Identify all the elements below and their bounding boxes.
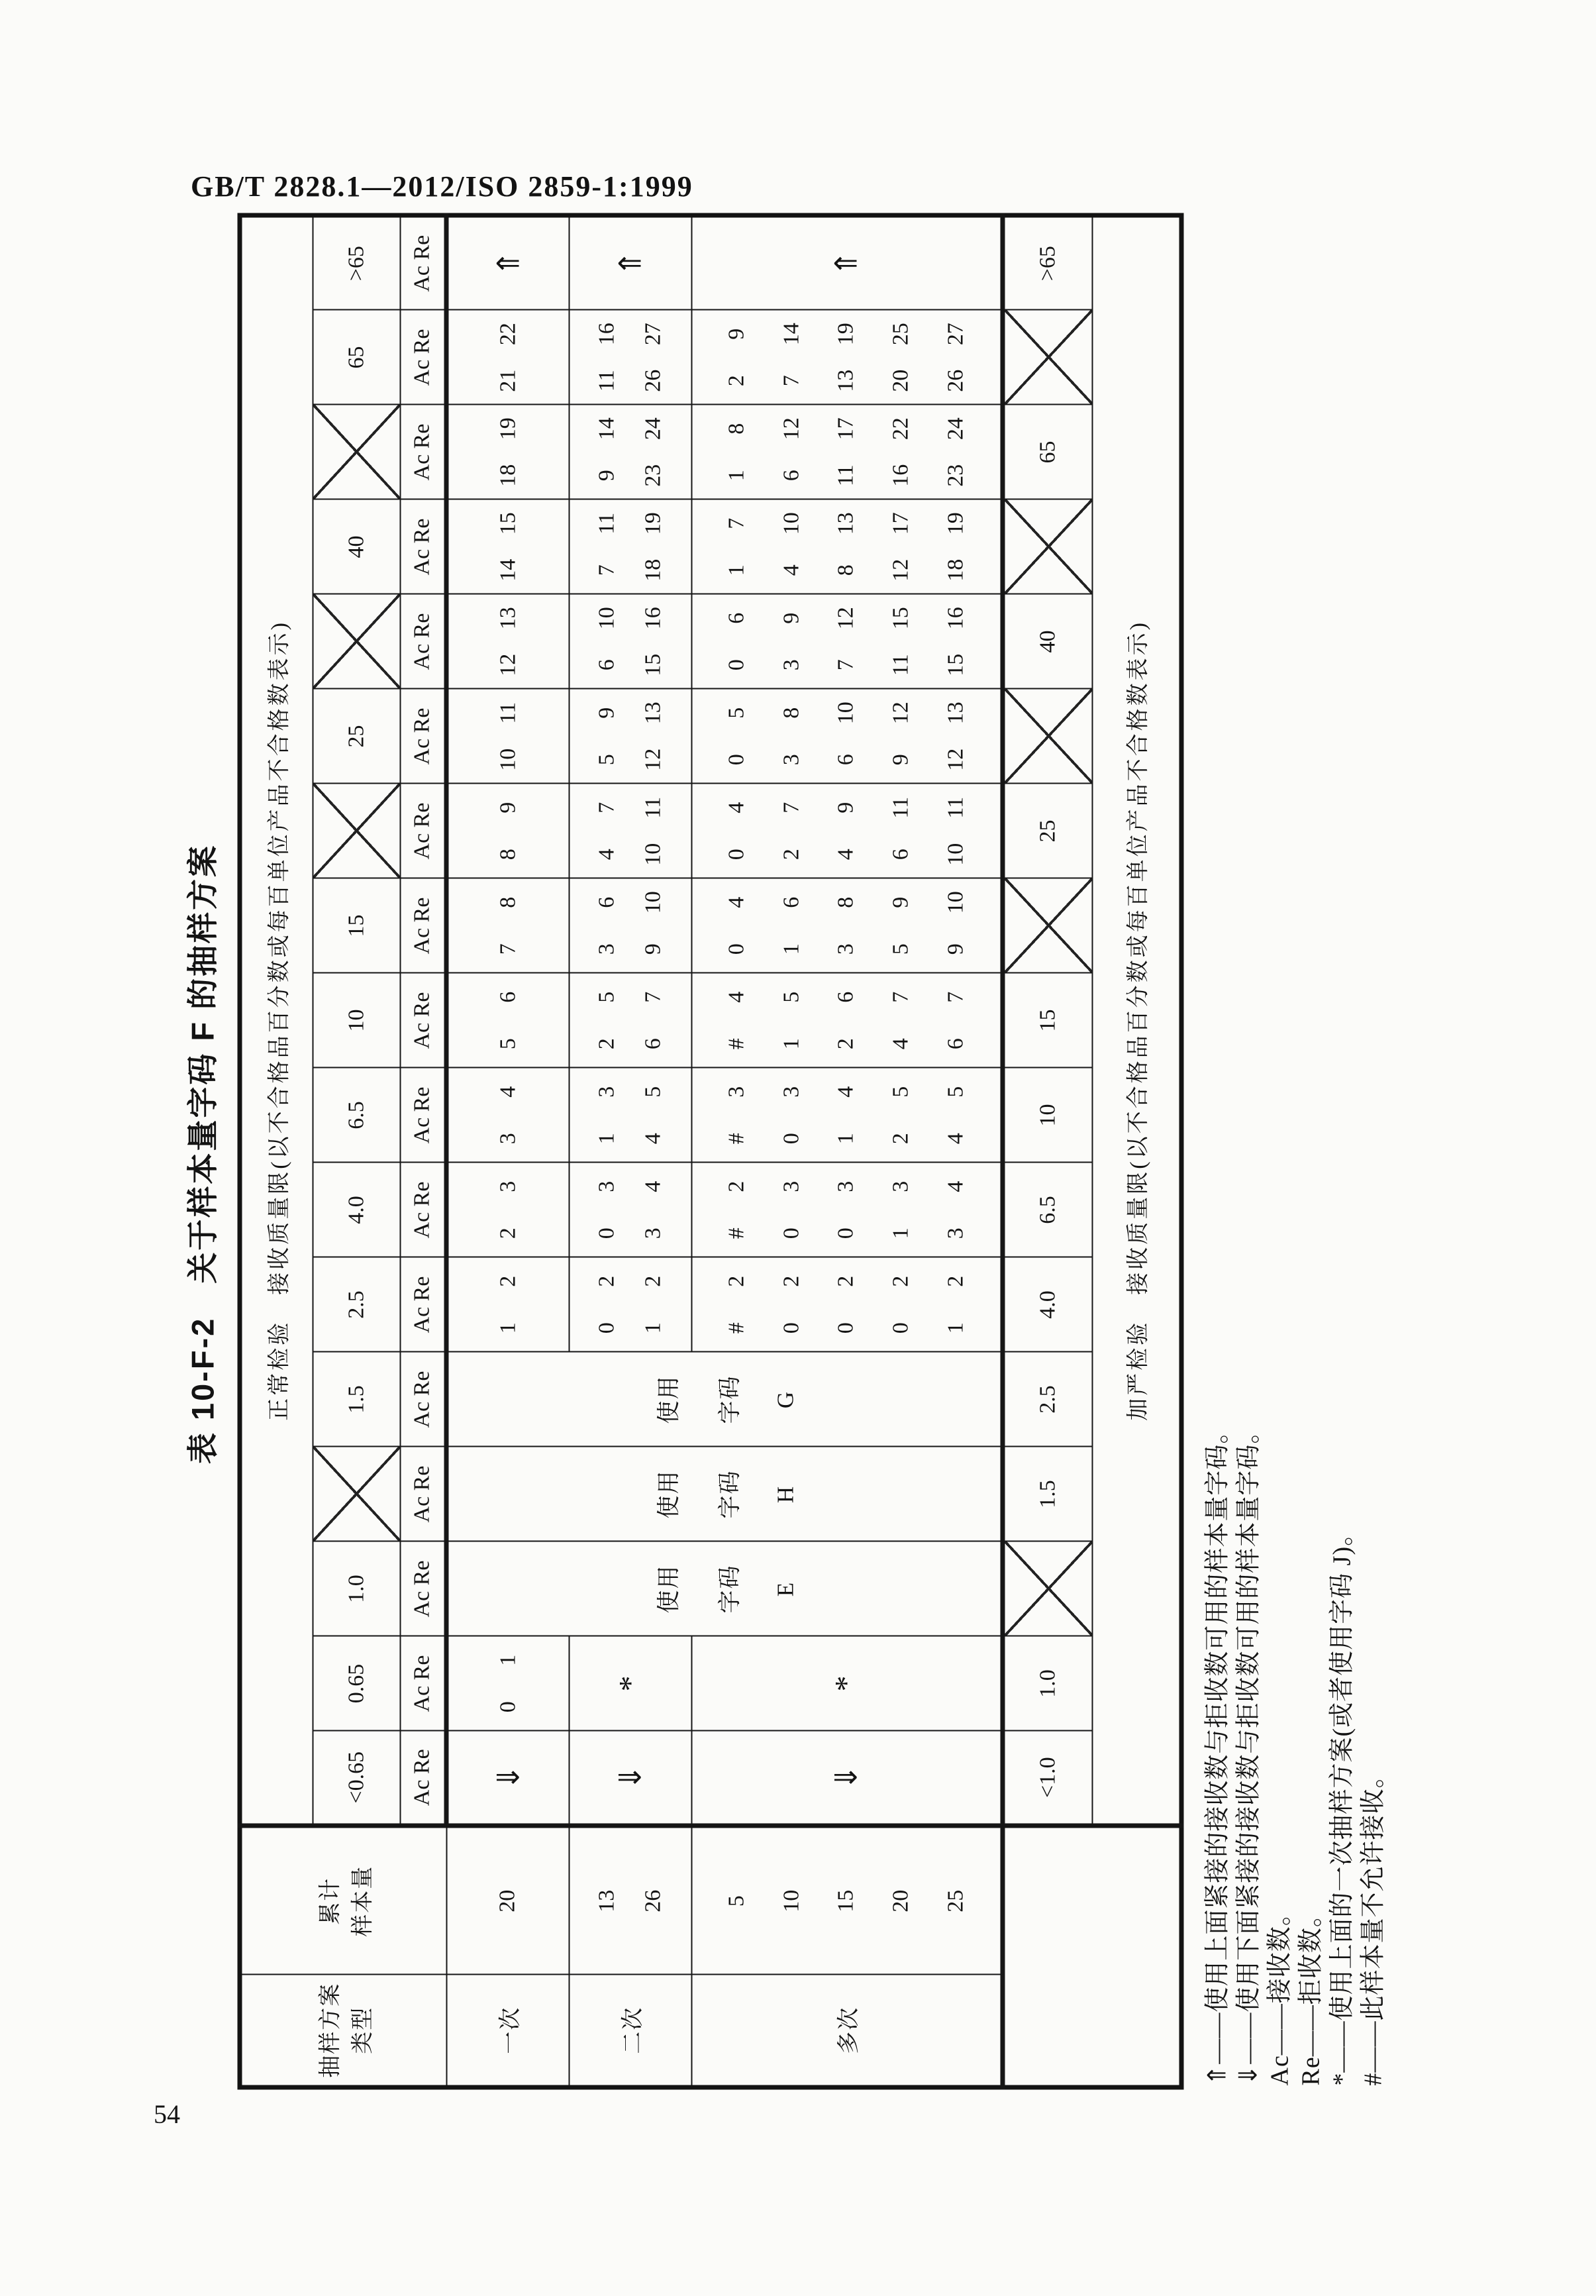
arrow-up-icon: ⇑ bbox=[828, 250, 864, 276]
ac-re-header-cell: Ac Re bbox=[400, 1636, 446, 1731]
aql-crossed-cell bbox=[1003, 499, 1092, 594]
ac-re-header-cell: Ac Re bbox=[400, 405, 446, 499]
ac-re-data-cell: # 4 1 5 2 6 4 7 6 7 bbox=[691, 973, 1003, 1068]
aql-tightened-cell: 40 bbox=[1003, 594, 1092, 689]
aql-normal-cell: 4.0 bbox=[313, 1163, 400, 1257]
arrow-up-cell bbox=[691, 215, 1003, 310]
aql-normal-cell: 1.5 bbox=[313, 1352, 400, 1447]
sampling-plan-table bbox=[238, 213, 1184, 2089]
aql-crossed-cell bbox=[1003, 689, 1092, 784]
table-title: 表 10-F-2 关于样本量字码 F 的抽样方案 bbox=[185, 843, 221, 1465]
aql-crossed-cell bbox=[1003, 310, 1092, 405]
ac-re-data-cell: 9 14 23 24 bbox=[569, 405, 691, 499]
footnote-line: Re——拒收数。 bbox=[1297, 1901, 1325, 2086]
ac-re-header-cell: Ac Re bbox=[400, 973, 446, 1068]
ac-re-data-cell: 2 9 7 14 13 19 20 25 26 27 bbox=[691, 310, 1003, 405]
aql-tightened-cell: <1.0 bbox=[1003, 1731, 1092, 1826]
ac-re-data-cell: 4 7 10 11 bbox=[569, 784, 691, 878]
rotated-table-block bbox=[179, 219, 1391, 2090]
cumulative-sample-size-cell: 5 10 15 20 25 bbox=[691, 1826, 1003, 1975]
ac-re-data-cell: 0 4 2 7 4 9 6 11 10 11 bbox=[691, 784, 1003, 878]
aql-normal-cell: 65 bbox=[313, 310, 400, 405]
footnote-line: ⇓——使用下面紧接的接收数与拒收数可用的样本量字码。 bbox=[1234, 1418, 1263, 2086]
ac-re-data-cell: 1 2 bbox=[446, 1257, 569, 1352]
ac-re-header-cell: Ac Re bbox=[400, 1541, 446, 1636]
ac-re-data-cell: 11 16 26 27 bbox=[569, 310, 691, 405]
aql-crossed-cell bbox=[1003, 878, 1092, 973]
ac-re-header-cell: Ac Re bbox=[400, 878, 446, 973]
ac-re-data-cell: 7 8 bbox=[446, 878, 569, 973]
aql-normal-cell: 40 bbox=[313, 499, 400, 594]
aql-normal-cell: <0.65 bbox=[313, 1731, 400, 1826]
tightened-inspection-header: 加严检验 接收质量限(以不合格品百分数或每百单位产品不合格数表示) bbox=[1092, 215, 1181, 1826]
aql-crossed-cell bbox=[313, 405, 400, 499]
footnote-line: #——此样本量不允许接收。 bbox=[1359, 1762, 1387, 2086]
arrow-down-icon: ⇓ bbox=[828, 1764, 864, 1791]
arrow-down-cell bbox=[691, 1731, 1003, 1826]
aql-normal-cell: 25 bbox=[313, 689, 400, 784]
ac-re-header-cell: Ac Re bbox=[400, 689, 446, 784]
aql-tightened-cell: >65 bbox=[1003, 215, 1092, 310]
normal-inspection-header: 正常检验 接收质量限(以不合格品百分数或每百单位产品不合格数表示) bbox=[240, 215, 313, 1826]
ac-re-data-cell: 21 22 bbox=[446, 310, 569, 405]
ac-re-header-cell: Ac Re bbox=[400, 1068, 446, 1163]
ac-re-data-cell: 10 11 bbox=[446, 689, 569, 784]
arrow-down-icon: ⇓ bbox=[490, 1764, 526, 1791]
use-code-cell: 使用 字码 H bbox=[446, 1447, 1003, 1541]
ac-re-data-cell: 0 4 1 6 3 8 5 9 9 10 bbox=[691, 878, 1003, 973]
sampling-plan-table-container bbox=[238, 219, 1184, 2090]
ac-re-data-cell: 0 2 1 2 bbox=[569, 1257, 691, 1352]
ac-re-data-cell: 18 19 bbox=[446, 405, 569, 499]
arrow-up-cell bbox=[446, 215, 569, 310]
star-cell bbox=[691, 1636, 1003, 1731]
ac-re-header-cell: Ac Re bbox=[400, 499, 446, 594]
ac-re-data-cell: 0 3 3 4 bbox=[569, 1163, 691, 1257]
arrow-up-icon: ⇑ bbox=[612, 250, 648, 276]
aql-normal-cell: 1.0 bbox=[313, 1541, 400, 1636]
ac-re-header-cell: Ac Re bbox=[400, 1352, 446, 1447]
footnote-line: ⇑——使用上面紧接的接收数与拒收数可用的样本量字码。 bbox=[1203, 1418, 1232, 2086]
ac-re-header-cell: Ac Re bbox=[400, 1257, 446, 1352]
cumulative-sample-size-cell: 20 bbox=[446, 1826, 569, 1975]
aql-normal-cell: >65 bbox=[313, 215, 400, 310]
aql-normal-cell: 10 bbox=[313, 973, 400, 1068]
use-code-cell: 使用 字码 E bbox=[446, 1541, 1003, 1636]
plan-type-header: 抽样方案 类型 bbox=[240, 1975, 446, 2087]
ac-re-data-cell: 5 6 bbox=[446, 973, 569, 1068]
ac-re-data-cell: 0 6 3 9 7 12 11 15 15 16 bbox=[691, 594, 1003, 689]
aql-tightened-cell: 25 bbox=[1003, 784, 1092, 878]
arrow-up-icon: ⇑ bbox=[490, 250, 526, 276]
aql-normal-cell: 0.65 bbox=[313, 1636, 400, 1731]
cumulative-sample-size-header: 累计 样本量 bbox=[240, 1826, 446, 1975]
aql-tightened-cell: 10 bbox=[1003, 1068, 1092, 1163]
aql-normal-cell: 2.5 bbox=[313, 1257, 400, 1352]
ac-re-data-cell: 1 8 6 12 11 17 16 22 23 24 bbox=[691, 405, 1003, 499]
ac-re-data-cell: 0 1 bbox=[446, 1636, 569, 1731]
standard-code-header: GB/T 2828.1—2012/ISO 2859-1:1999 bbox=[191, 170, 693, 203]
star-cell bbox=[569, 1636, 691, 1731]
ac-re-header-cell: Ac Re bbox=[400, 784, 446, 878]
aql-normal-cell: 6.5 bbox=[313, 1068, 400, 1163]
aql-tightened-cell: 1.0 bbox=[1003, 1636, 1092, 1731]
ac-re-data-cell: 6 10 15 16 bbox=[569, 594, 691, 689]
asterisk-icon: * bbox=[613, 1675, 648, 1692]
row-label-1: 一次 bbox=[446, 1975, 569, 2087]
cumulative-sample-size-cell: 13 26 bbox=[569, 1826, 691, 1975]
aql-crossed-cell bbox=[1003, 1541, 1092, 1636]
aql-crossed-cell bbox=[313, 1447, 400, 1541]
ac-re-header-cell: Ac Re bbox=[400, 310, 446, 405]
ac-re-header-cell: Ac Re bbox=[400, 1731, 446, 1826]
aql-tightened-cell: 15 bbox=[1003, 973, 1092, 1068]
asterisk-icon: * bbox=[828, 1675, 864, 1692]
ac-re-data-cell: # 2 0 2 0 2 0 2 1 2 bbox=[691, 1257, 1003, 1352]
row-label-3: 多次 bbox=[691, 1975, 1003, 2087]
ac-re-data-cell: 2 5 6 7 bbox=[569, 973, 691, 1068]
row-label-2: 二次 bbox=[569, 1975, 691, 2087]
corner-empty-cell bbox=[1003, 1826, 1181, 2087]
ac-re-data-cell: 7 11 18 19 bbox=[569, 499, 691, 594]
arrow-up-cell bbox=[569, 215, 691, 310]
aql-tightened-cell: 6.5 bbox=[1003, 1163, 1092, 1257]
footnote-line: *——使用上面的一次抽样方案(或者使用字码 J)。 bbox=[1328, 1520, 1356, 2086]
ac-re-data-cell: 3 4 bbox=[446, 1068, 569, 1163]
aql-normal-cell: 15 bbox=[313, 878, 400, 973]
use-code-cell: 使用 字码 G bbox=[446, 1352, 1003, 1447]
ac-re-data-cell: 1 7 4 10 8 13 12 17 18 19 bbox=[691, 499, 1003, 594]
ac-re-data-cell: 8 9 bbox=[446, 784, 569, 878]
aql-tightened-cell: 65 bbox=[1003, 405, 1092, 499]
ac-re-data-cell: 1 3 4 5 bbox=[569, 1068, 691, 1163]
ac-re-data-cell: 5 9 12 13 bbox=[569, 689, 691, 784]
aql-tightened-cell: 2.5 bbox=[1003, 1352, 1092, 1447]
ac-re-data-cell: # 3 0 3 1 4 2 5 4 5 bbox=[691, 1068, 1003, 1163]
arrow-down-cell bbox=[569, 1731, 691, 1826]
ac-re-data-cell: 12 13 bbox=[446, 594, 569, 689]
footnote-line: Ac——接收数。 bbox=[1266, 1900, 1294, 2086]
ac-re-header-cell: Ac Re bbox=[400, 1447, 446, 1541]
ac-re-data-cell: # 2 0 3 0 3 1 3 3 4 bbox=[691, 1163, 1003, 1257]
footnotes-block bbox=[1203, 219, 1389, 2086]
arrow-down-icon: ⇓ bbox=[612, 1764, 648, 1791]
ac-re-data-cell: 0 5 3 8 6 10 9 12 12 13 bbox=[691, 689, 1003, 784]
ac-re-header-cell: Ac Re bbox=[400, 215, 446, 310]
ac-re-data-cell: 3 6 9 10 bbox=[569, 878, 691, 973]
ac-re-header-cell: Ac Re bbox=[400, 1163, 446, 1257]
ac-re-data-cell: 14 15 bbox=[446, 499, 569, 594]
ac-re-data-cell: 2 3 bbox=[446, 1163, 569, 1257]
aql-crossed-cell bbox=[313, 784, 400, 878]
aql-tightened-cell: 1.5 bbox=[1003, 1447, 1092, 1541]
ac-re-header-cell: Ac Re bbox=[400, 594, 446, 689]
page-number: 54 bbox=[154, 2099, 180, 2129]
aql-tightened-cell: 4.0 bbox=[1003, 1257, 1092, 1352]
aql-crossed-cell bbox=[313, 594, 400, 689]
arrow-down-cell bbox=[446, 1731, 569, 1826]
